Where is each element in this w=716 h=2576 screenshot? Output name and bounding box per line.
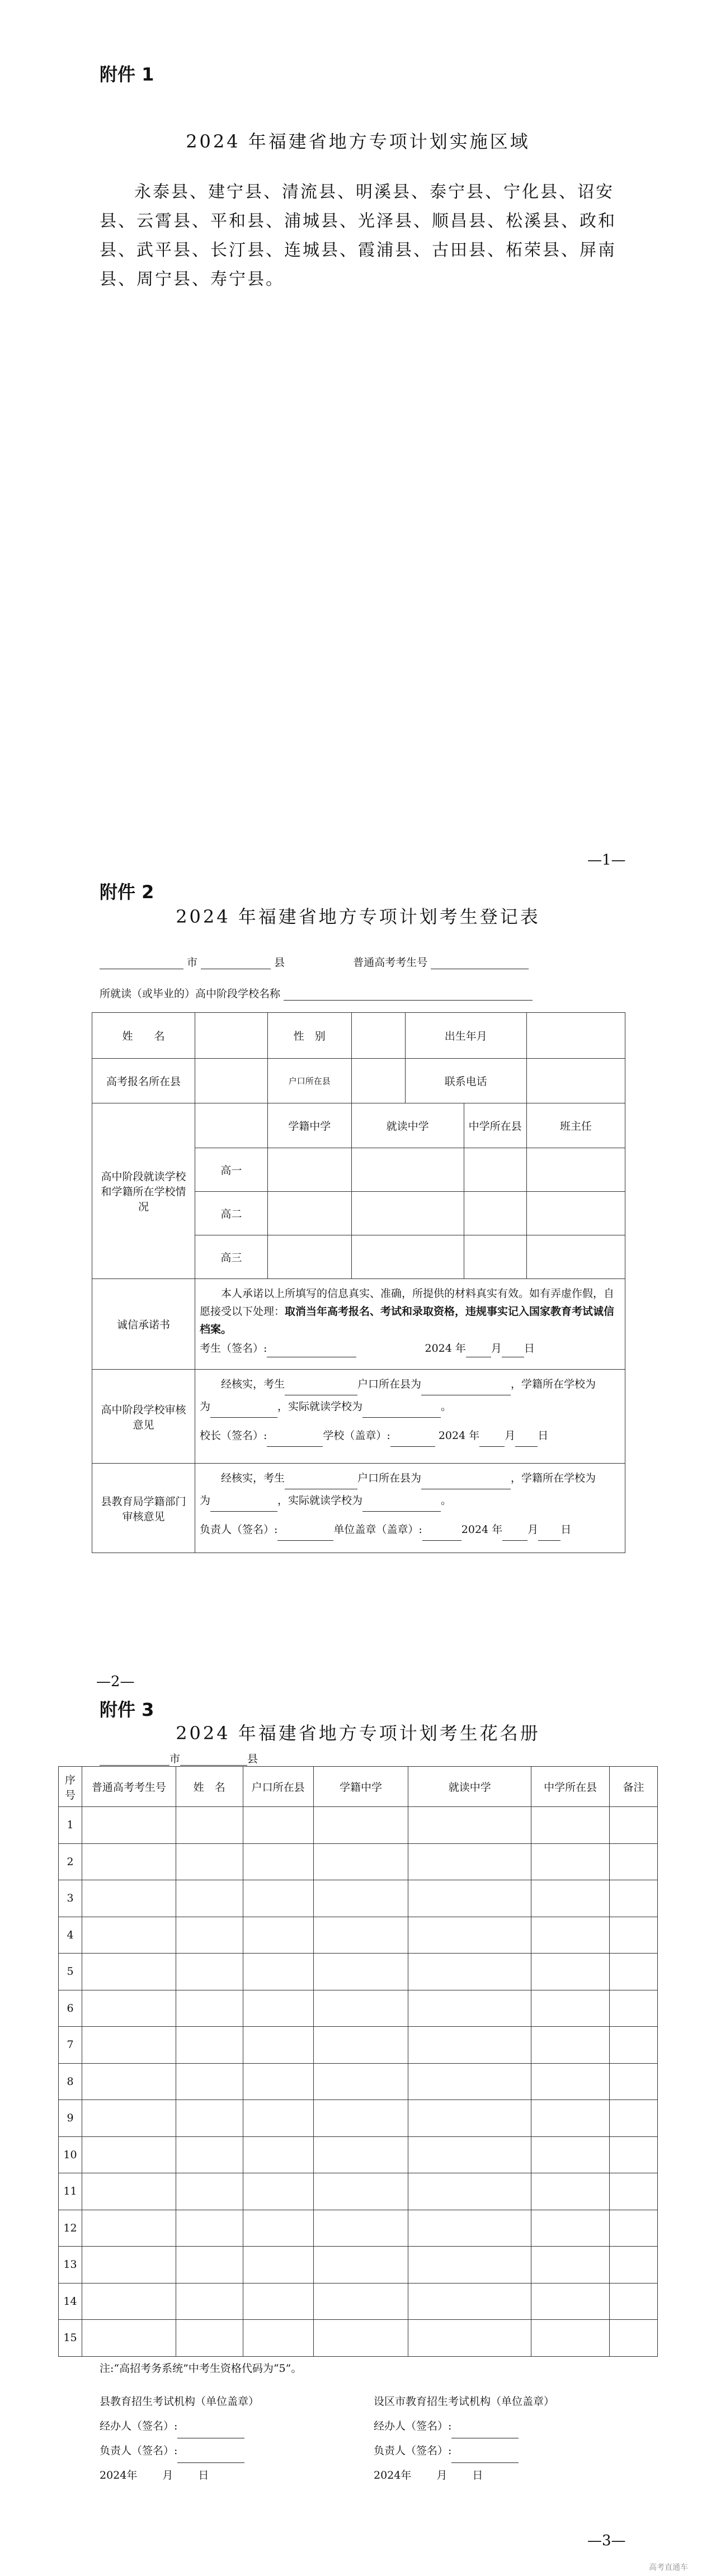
label-name: 姓 名 xyxy=(92,1013,195,1059)
audit-text-a: 经核实，考生 xyxy=(220,1378,285,1390)
row-index: 14 xyxy=(59,2283,82,2320)
appendix-2-title: 2024 年福建省地方专项计划考生登记表 xyxy=(176,906,540,927)
label-edu-sign: 负责人（签名）: xyxy=(199,1523,278,1536)
row-index: 1 xyxy=(59,1807,82,1844)
roster-cell[interactable] xyxy=(531,1807,610,1844)
roster-cell[interactable] xyxy=(176,1954,243,1990)
roster-cell[interactable] xyxy=(610,2136,658,2173)
audit-text-d: ，实际就读学校为 xyxy=(277,1400,363,1413)
roster-cell[interactable] xyxy=(610,2320,658,2357)
region-line-1: 永泰县、建宁县、清流县、明溪县、泰宁县、宁化县、诏安 xyxy=(134,182,614,202)
label-county: 县 xyxy=(274,956,285,969)
cell-gao3-county[interactable] xyxy=(464,1235,526,1279)
roster-cell[interactable] xyxy=(243,2100,313,2137)
roster-cell[interactable] xyxy=(176,2283,243,2320)
roster-cell[interactable] xyxy=(531,1990,610,2027)
roster-cell[interactable] xyxy=(243,2320,313,2357)
roster-label-county: 县 xyxy=(247,1753,258,1765)
label-year: 2024 年 xyxy=(425,1342,466,1355)
page-number-1: —1— xyxy=(587,852,626,869)
roster-header-line xyxy=(100,1751,258,1766)
roster-cell[interactable] xyxy=(531,1917,610,1954)
region-line-4: 县、周宁县、寿宁县。 xyxy=(100,270,284,289)
label-year-2: 2024 年 xyxy=(438,1429,480,1442)
roster-cell[interactable] xyxy=(610,1990,658,2027)
row-index: 4 xyxy=(59,1917,82,1954)
roster-cell[interactable] xyxy=(176,2210,243,2247)
table-row xyxy=(59,2027,658,2064)
roster-cell[interactable] xyxy=(531,2173,610,2210)
pledge-text: 本人承诺以上所填写的信息真实、准确，所提供的材料真实有效。如有弄虚作假，自愿接受以下处理： xyxy=(199,1287,614,1318)
roster-cell[interactable] xyxy=(313,2027,408,2064)
roster-cell[interactable] xyxy=(82,2210,176,2247)
row-index: 2 xyxy=(59,1843,82,1880)
label-phone: 联系电话 xyxy=(405,1059,526,1103)
roster-cell[interactable] xyxy=(176,2027,243,2064)
roster-cell[interactable] xyxy=(176,1880,243,1917)
label-day-3: 日 xyxy=(560,1523,572,1536)
roster-cell[interactable] xyxy=(243,2210,313,2247)
right-leader-label: 负责人（签名）: xyxy=(374,2445,452,2457)
roster-cell[interactable] xyxy=(408,2027,531,2064)
left-day: 日 xyxy=(198,2469,209,2481)
roster-cell[interactable] xyxy=(82,2100,176,2137)
label-birth: 出生年月 xyxy=(405,1013,526,1059)
row-gao1: 高一 xyxy=(195,1148,267,1192)
table-row xyxy=(59,2210,658,2247)
cell-gao1-county[interactable] xyxy=(464,1148,526,1192)
row-index: 5 xyxy=(59,1954,82,1990)
right-signoff xyxy=(374,2389,554,2488)
edu-sign-field[interactable] xyxy=(277,1528,333,1541)
roster-cell[interactable] xyxy=(408,2136,531,2173)
col-xueji-school: 学籍中学 xyxy=(313,1767,408,1807)
roster-cell[interactable] xyxy=(531,2283,610,2320)
roster-cell[interactable] xyxy=(313,2320,408,2357)
label-gender: 性 别 xyxy=(267,1013,351,1059)
cell-gao1-jiudu[interactable] xyxy=(351,1148,464,1192)
roster-cell[interactable] xyxy=(82,1880,176,1917)
row-index: 8 xyxy=(59,2063,82,2100)
col-index: 序号 xyxy=(59,1767,82,1807)
table-row xyxy=(59,1880,658,1917)
edu-period: 。 xyxy=(441,1494,452,1507)
label-exam-number: 普通高考考生号 xyxy=(353,956,428,969)
roster-cell[interactable] xyxy=(243,2027,313,2064)
roster-label-city: 市 xyxy=(169,1753,181,1765)
input-gender[interactable] xyxy=(351,1013,405,1059)
roster-cell[interactable] xyxy=(82,1990,176,2027)
roster-cell[interactable] xyxy=(408,2283,531,2320)
input-hukou-county[interactable] xyxy=(351,1059,405,1103)
label-school-situation: 高中阶段就读学校和学籍所在学校情况 xyxy=(92,1103,195,1279)
candidate-sign-field[interactable] xyxy=(267,1344,356,1357)
pledge-content xyxy=(195,1279,625,1370)
roster-cell[interactable] xyxy=(82,1843,176,1880)
appendix-3-title: 2024 年福建省地方专项计划考生花名册 xyxy=(176,1723,540,1744)
registration-form xyxy=(92,1012,625,1553)
audit-prefix: 为 xyxy=(199,1400,210,1413)
roster-cell[interactable] xyxy=(176,2136,243,2173)
label-reg-county: 高考报名所在县 xyxy=(92,1059,195,1103)
roster-cell[interactable] xyxy=(243,2247,313,2284)
left-leader-label: 负责人（签名）: xyxy=(100,2445,178,2457)
left-signoff xyxy=(100,2389,259,2488)
col-school-county: 中学所在县 xyxy=(531,1767,610,1807)
roster-cell[interactable] xyxy=(176,2320,243,2357)
right-org: 设区市教育招生考试机构（单位盖章） xyxy=(374,2395,555,2408)
appendix-2-label: 附件 2 xyxy=(100,881,154,903)
roster-cell[interactable] xyxy=(531,1843,610,1880)
input-reg-county[interactable] xyxy=(195,1059,267,1103)
roster-cell[interactable] xyxy=(531,2027,610,2064)
roster-cell[interactable] xyxy=(243,1990,313,2027)
table-row xyxy=(59,2136,658,2173)
row-index: 10 xyxy=(59,2136,82,2173)
roster-cell[interactable] xyxy=(243,2283,313,2320)
roster-cell[interactable] xyxy=(313,2136,408,2173)
col-xueji: 学籍中学 xyxy=(267,1103,351,1148)
roster-cell[interactable] xyxy=(313,1807,408,1844)
audit-text-c: ，学籍所在学校为 xyxy=(511,1378,596,1390)
roster-cell[interactable] xyxy=(408,1954,531,1990)
region-line-2: 县、云霄县、平和县、浦城县、光泽县、顺昌县、松溪县、政和 xyxy=(100,211,616,231)
roster-cell[interactable] xyxy=(313,1917,408,1954)
label-unit-seal: 单位盖章（盖章）: xyxy=(333,1523,422,1536)
roster-cell[interactable] xyxy=(610,1917,658,1954)
pledge-text-bold: 取消当年高考报名、考试和录取资格，违规事实记入国家教育考试诚信档案。 xyxy=(199,1305,615,1336)
right-leader-field[interactable] xyxy=(451,2450,519,2463)
roster-cell[interactable] xyxy=(176,2247,243,2284)
input-birth[interactable] xyxy=(526,1013,625,1059)
roster-cell[interactable] xyxy=(610,1843,658,1880)
right-handler-field[interactable] xyxy=(451,2426,519,2438)
roster-cell[interactable] xyxy=(313,1843,408,1880)
col-jiudu-school: 就读中学 xyxy=(408,1767,531,1807)
table-row xyxy=(59,1843,658,1880)
roster-cell[interactable] xyxy=(243,2173,313,2210)
roster-note: 注:“高招考务系统”中考生资格代码为“5”。 xyxy=(100,2362,302,2375)
left-handler-field[interactable] xyxy=(177,2426,244,2438)
edu-prefix: 为 xyxy=(199,1494,210,1507)
table-row xyxy=(59,1807,658,1844)
roster-cell[interactable] xyxy=(176,2173,243,2210)
roster-cell[interactable] xyxy=(82,1954,176,1990)
table-row xyxy=(59,1990,658,2027)
roster-cell[interactable] xyxy=(531,2063,610,2100)
cell-gao1-teacher[interactable] xyxy=(526,1148,625,1192)
left-year: 2024年 xyxy=(100,2469,138,2481)
table-row xyxy=(59,2283,658,2320)
roster-cell[interactable] xyxy=(82,2136,176,2173)
roster-cell[interactable] xyxy=(408,2063,531,2100)
table-row xyxy=(59,2063,658,2100)
roster-cell[interactable] xyxy=(610,2173,658,2210)
label-candidate-sign: 考生（签名）: xyxy=(199,1342,267,1355)
label-month-2: 月 xyxy=(505,1429,516,1442)
edu-text-c: ，学籍所在学校为 xyxy=(511,1472,596,1484)
page-number-2: —2— xyxy=(96,1673,135,1690)
input-phone[interactable] xyxy=(526,1059,625,1103)
roster-cell[interactable] xyxy=(176,1917,243,1954)
label-month: 月 xyxy=(491,1342,502,1355)
roster-cell[interactable] xyxy=(243,1880,313,1917)
roster-cell[interactable] xyxy=(531,2247,610,2284)
col-zhongxue-county: 中学所在县 xyxy=(464,1103,526,1148)
roster-cell[interactable] xyxy=(82,2283,176,2320)
cell-gao3-jiudu[interactable] xyxy=(351,1235,464,1279)
input-name[interactable] xyxy=(195,1013,267,1059)
roster-table xyxy=(58,1766,658,2357)
roster-cell[interactable] xyxy=(408,2100,531,2137)
roster-cell[interactable] xyxy=(610,2027,658,2064)
row-gao2: 高二 xyxy=(195,1192,267,1235)
roster-cell[interactable] xyxy=(531,2210,610,2247)
roster-cell[interactable] xyxy=(610,1807,658,1844)
label-year-3: 2024 年 xyxy=(461,1523,503,1536)
school-audit-content xyxy=(195,1370,625,1464)
region-line-3: 县、武平县、长汀县、连城县、霞浦县、古田县、柘荣县、屏南 xyxy=(100,240,616,260)
row-gao3: 高三 xyxy=(195,1235,267,1279)
roster-cell[interactable] xyxy=(610,2247,658,2284)
roster-cell[interactable] xyxy=(408,1807,531,1844)
roster-cell[interactable] xyxy=(176,2100,243,2137)
appendix-1-label: 附件 1 xyxy=(100,64,154,85)
roster-cell[interactable] xyxy=(243,1954,313,1990)
cell-gao2-jiudu[interactable] xyxy=(351,1192,464,1235)
edu-text-d: ，实际就读学校为 xyxy=(277,1494,363,1507)
table-row xyxy=(59,1917,658,1954)
roster-cell[interactable] xyxy=(408,2247,531,2284)
roster-cell[interactable] xyxy=(408,1843,531,1880)
row-index: 3 xyxy=(59,1880,82,1917)
label-day-2: 日 xyxy=(538,1429,549,1442)
roster-cell[interactable] xyxy=(408,2210,531,2247)
watermark: 高考直通车 xyxy=(649,2563,688,2572)
school-seal-field[interactable] xyxy=(390,1434,435,1447)
cell-gao3-xueji[interactable] xyxy=(267,1235,351,1279)
row-index: 13 xyxy=(59,2247,82,2284)
roster-cell[interactable] xyxy=(176,1807,243,1844)
left-org: 县教育招生考试机构（单位盖章） xyxy=(100,2395,260,2408)
roster-cell[interactable] xyxy=(313,2247,408,2284)
roster-cell[interactable] xyxy=(243,1807,313,1844)
roster-cell[interactable] xyxy=(82,2173,176,2210)
roster-cell[interactable] xyxy=(82,1807,176,1844)
roster-cell[interactable] xyxy=(82,1917,176,1954)
row-index: 7 xyxy=(59,2027,82,2064)
roster-cell[interactable] xyxy=(243,2063,313,2100)
roster-cell[interactable] xyxy=(408,2320,531,2357)
col-banzhuren: 班主任 xyxy=(526,1103,625,1148)
edu-text-b: 户口所在县为 xyxy=(357,1472,422,1484)
label-school-audit: 高中阶段学校审核意见 xyxy=(92,1370,195,1464)
audit-text-b: 户口所在县为 xyxy=(357,1378,422,1390)
right-month: 月 xyxy=(436,2469,447,2481)
roster-cell[interactable] xyxy=(531,1954,610,1990)
edu-text-a: 经核实，考生 xyxy=(220,1472,285,1484)
col-hukou-county: 户口所在县 xyxy=(243,1767,313,1807)
table-row xyxy=(59,1954,658,1990)
roster-cell[interactable] xyxy=(610,2063,658,2100)
roster-cell[interactable] xyxy=(313,1954,408,1990)
row-index: 9 xyxy=(59,2100,82,2137)
roster-cell[interactable] xyxy=(313,2173,408,2210)
col-remarks: 备注 xyxy=(610,1767,658,1807)
page-number-3: —3— xyxy=(587,2532,626,2549)
roster-cell[interactable] xyxy=(243,1917,313,1954)
blank-cell xyxy=(195,1103,267,1148)
roster-cell[interactable] xyxy=(408,1917,531,1954)
roster-cell[interactable] xyxy=(313,2283,408,2320)
roster-cell[interactable] xyxy=(610,2210,658,2247)
edu-audit-content xyxy=(195,1464,625,1553)
roster-cell[interactable] xyxy=(610,2100,658,2137)
reg-header-line xyxy=(100,954,529,969)
roster-cell[interactable] xyxy=(243,1843,313,1880)
roster-cell[interactable] xyxy=(82,2247,176,2284)
table-row xyxy=(59,2100,658,2137)
audit-period: 。 xyxy=(441,1400,452,1413)
left-leader-field[interactable] xyxy=(177,2450,244,2463)
right-year: 2024年 xyxy=(374,2469,412,2481)
cell-gao2-xueji[interactable] xyxy=(267,1192,351,1235)
roster-cell[interactable] xyxy=(610,1954,658,1990)
roster-cell[interactable] xyxy=(610,1880,658,1917)
label-city: 市 xyxy=(187,956,198,969)
cell-gao3-teacher[interactable] xyxy=(526,1235,625,1279)
label-principal-sign: 校长（签名）: xyxy=(199,1429,267,1442)
roster-cell[interactable] xyxy=(610,2283,658,2320)
roster-cell[interactable] xyxy=(531,2100,610,2137)
cell-gao1-xueji[interactable] xyxy=(267,1148,351,1192)
row-index: 6 xyxy=(59,1990,82,2027)
roster-cell[interactable] xyxy=(313,2210,408,2247)
cell-gao2-teacher[interactable] xyxy=(526,1192,625,1235)
label-day: 日 xyxy=(524,1342,535,1355)
label-edu-audit: 县教育局学籍部门审核意见 xyxy=(92,1464,195,1553)
row-index: 12 xyxy=(59,2210,82,2247)
label-school-seal: 学校（盖章）: xyxy=(323,1429,390,1442)
unit-seal-field[interactable] xyxy=(422,1528,461,1541)
roster-cell[interactable] xyxy=(313,1990,408,2027)
roster-cell[interactable] xyxy=(82,2063,176,2100)
roster-cell[interactable] xyxy=(408,1880,531,1917)
table-row xyxy=(59,2173,658,2210)
roster-cell[interactable] xyxy=(176,1843,243,1880)
roster-cell[interactable] xyxy=(313,2063,408,2100)
roster-cell[interactable] xyxy=(531,2320,610,2357)
left-month: 月 xyxy=(162,2469,173,2481)
roster-cell[interactable] xyxy=(408,1990,531,2027)
appendix-1-title: 2024 年福建省地方专项计划实施区域 xyxy=(186,131,530,152)
col-name: 姓 名 xyxy=(176,1767,243,1807)
right-day: 日 xyxy=(472,2469,483,2481)
roster-cell[interactable] xyxy=(82,2027,176,2064)
principal-sign-field[interactable] xyxy=(267,1434,323,1447)
roster-cell[interactable] xyxy=(408,2173,531,2210)
col-exam-number: 普通高考考生号 xyxy=(82,1767,176,1807)
roster-cell[interactable] xyxy=(531,1880,610,1917)
label-pledge: 诚信承诺书 xyxy=(92,1279,195,1370)
roster-cell[interactable] xyxy=(176,2063,243,2100)
table-row xyxy=(59,2320,658,2357)
roster-cell[interactable] xyxy=(313,2100,408,2137)
table-row xyxy=(59,2247,658,2284)
label-month-3: 月 xyxy=(527,1523,539,1536)
label-school-name: 所就读（或毕业的）高中阶段学校名称 xyxy=(100,988,281,1000)
region-list xyxy=(100,178,625,294)
roster-cell[interactable] xyxy=(82,2320,176,2357)
cell-gao2-county[interactable] xyxy=(464,1192,526,1235)
left-handler-label: 经办人（签名）: xyxy=(100,2420,178,2432)
row-index: 15 xyxy=(59,2320,82,2357)
roster-cell[interactable] xyxy=(176,1990,243,2027)
roster-cell[interactable] xyxy=(531,2136,610,2173)
appendix-3-label: 附件 3 xyxy=(100,1699,154,1720)
roster-cell[interactable] xyxy=(243,2136,313,2173)
row-index: 11 xyxy=(59,2173,82,2210)
roster-cell[interactable] xyxy=(313,1880,408,1917)
label-hukou-county: 户口所在县 xyxy=(267,1059,351,1103)
col-jiudu: 就读中学 xyxy=(351,1103,464,1148)
right-handler-label: 经办人（签名）: xyxy=(374,2420,452,2432)
school-header-line xyxy=(100,985,533,1001)
